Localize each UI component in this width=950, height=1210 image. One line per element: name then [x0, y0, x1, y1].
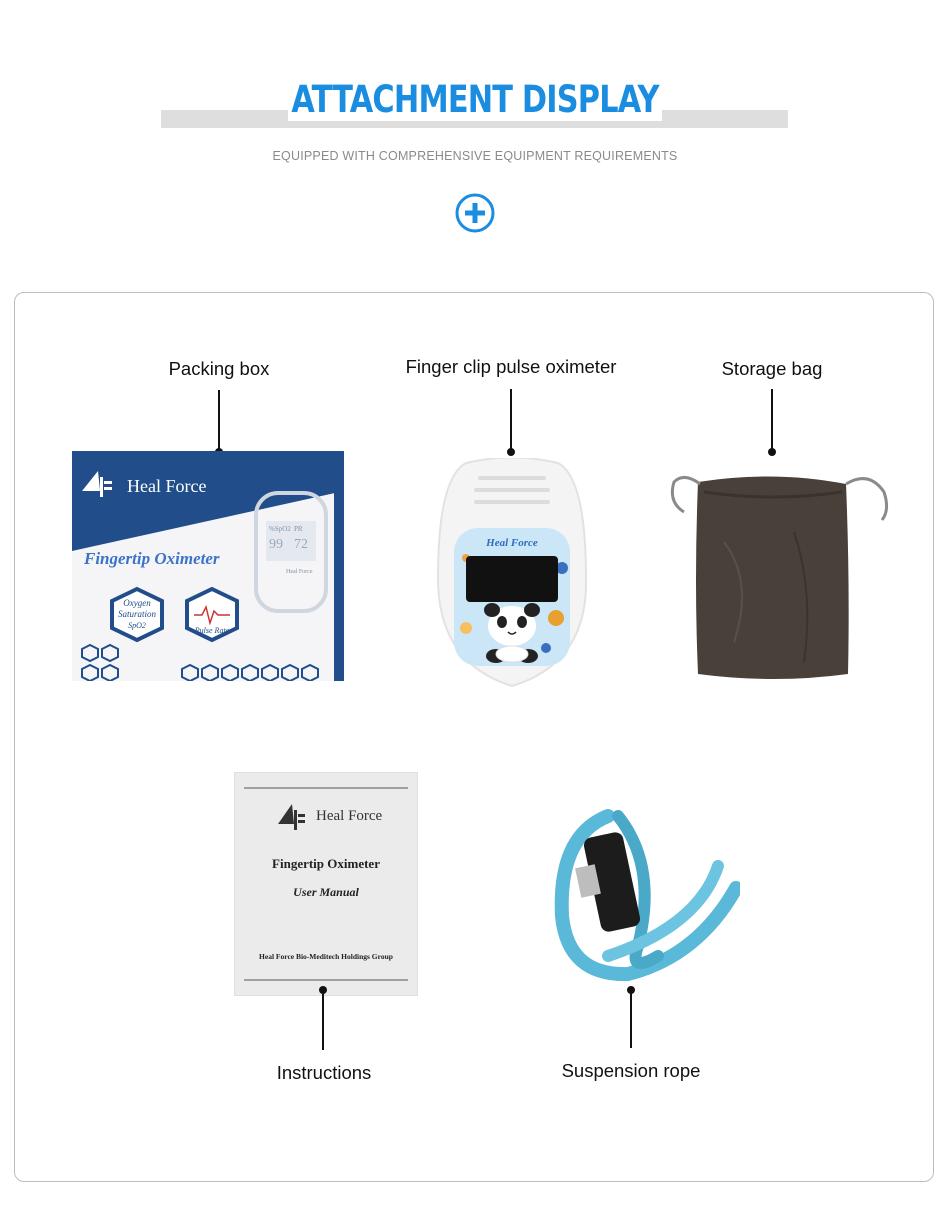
item-label-suspension-rope: Suspension rope — [561, 1060, 701, 1081]
box-brand-text: Heal Force — [127, 476, 207, 496]
svg-text:Heal Force: Heal Force — [286, 569, 313, 575]
item-label-packing-box: Packing box — [168, 358, 270, 379]
plus-circle-icon[interactable] — [454, 192, 496, 239]
manual-company-text: Heal Force Bio-Meditech Holdings Group — [259, 952, 393, 961]
suspension-rope-image — [548, 806, 740, 984]
manual-subtitle-text: User Manual — [293, 885, 359, 899]
item-label-oximeter: Finger clip pulse oximeter — [405, 356, 617, 377]
storage-bag-image — [664, 462, 894, 682]
item-label-instructions: Instructions — [276, 1062, 372, 1083]
callout-line — [630, 990, 632, 1048]
svg-text:Pulse Rate: Pulse Rate — [194, 626, 230, 635]
svg-text:%SpO2: %SpO2 — [269, 525, 291, 533]
packing-box-image — [72, 451, 344, 681]
svg-text:99: 99 — [269, 537, 283, 552]
svg-text:SpO2: SpO2 — [128, 621, 146, 630]
svg-text:Oxygen: Oxygen — [123, 598, 151, 608]
attachments-card — [14, 292, 934, 1182]
manual-product-text: Fingertip Oximeter — [272, 856, 380, 871]
svg-text:Saturation: Saturation — [117, 609, 157, 619]
section-title: ATTACHMENT DISPLAY — [86, 78, 865, 121]
callout-line — [218, 390, 220, 450]
svg-text:PR: PR — [294, 525, 303, 533]
oximeter-image — [436, 458, 588, 688]
manual-image — [234, 772, 418, 996]
box-product-text: Fingertip Oximeter — [84, 549, 220, 568]
item-label-storage-bag: Storage bag — [721, 358, 823, 379]
callout-line — [510, 389, 512, 451]
callout-dot — [768, 448, 776, 456]
callout-line — [771, 389, 773, 451]
callout-line — [322, 990, 324, 1050]
callout-dot — [507, 448, 515, 456]
device-brand-text: Heal Force — [486, 537, 538, 549]
section-subtitle: EQUIPPED WITH COMPREHENSIVE EQUIPMENT REQUIREMENTS — [272, 149, 678, 163]
manual-brand-text: Heal Force — [316, 808, 383, 824]
svg-text:72: 72 — [294, 537, 308, 552]
